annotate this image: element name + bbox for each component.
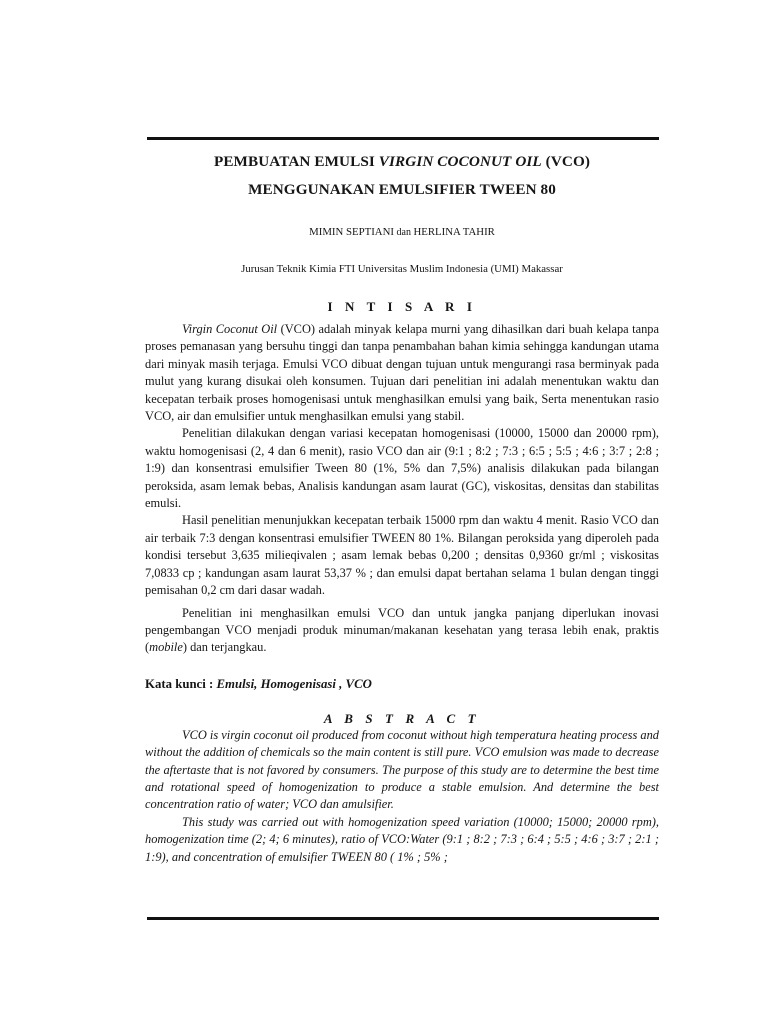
intisari-italic-term: Virgin Coconut Oil bbox=[182, 322, 278, 336]
paper-title-line-2: MENGGUNAKAN EMULSIFIER TWEEN 80 bbox=[248, 181, 556, 198]
affiliation: Jurusan Teknik Kimia FTI Universitas Muslim Indonesia (UMI) Makassar bbox=[241, 263, 563, 275]
author-name: MIMIN SEPTIANI bbox=[309, 226, 394, 238]
intisari-italic-term: mobile bbox=[149, 640, 183, 655]
intisari-heading: I N T I S A R I bbox=[327, 299, 477, 314]
intisari-paragraph: Hasil penelitian menunjukkan kecepatan terbaik 15000 rpm dan waktu 4 menit. Rasio VCO dan air terbaik 7:3 dengan konsentrasi emulsifier TWEEN 80 1%. Bilangan peroksida yang diperoleh pada kondisi tersebut 3,635 milieqivalen ; asam lemak bebas 0,200 ; densitas 0,9360 gr/ml ; viskositas 7,0833 cp ; kandungan asam laurat 53,37 % ; dan emulsi dapat bertahan selama 1 bulan dengan tinggi pemisahan 0,2 cm dari dasar wadah. bbox=[145, 513, 659, 598]
author-name: HERLINA TAHIR bbox=[413, 226, 495, 238]
intisari-text: ) dan terjangkau. bbox=[182, 640, 267, 655]
title-text-suffix: (VCO) bbox=[541, 153, 591, 170]
abstract-paragraph: This study was carried out with homogenization speed variation (10000; 15000; 20000 rpm), homogenization time (2; 4; 6 minutes), ratio of VCO:Water (9:1 ; 8:2 ; 7:3 ; 6:4 ; 5:5 ; 4:6 ; 3:7 ; 2:1 ; 1:9), and concentration of emulsifier TWEEN 80 ( 1% ; 5% ; bbox=[145, 814, 659, 864]
keywords bbox=[145, 676, 659, 692]
abstract-paragraph: VCO is virgin coconut oil produced from coconut without high temperatura heating process and without the addition of chemicals so the main content is still pure. VCO emulsion was made to decrease the aftertaste that is not favored by consumers. The purpose of this study are to determine the best time and rotational speed of homogenization to produce a stable emulsion. And determine the best concentration ratio of water; VCO dan amulsifier. bbox=[145, 727, 659, 812]
author-line bbox=[145, 225, 659, 240]
title-text: PEMBUATAN EMULSI bbox=[213, 153, 379, 170]
abstract-heading: A B S T R A C T bbox=[323, 710, 481, 726]
intisari-text: Penelitian ini menghasilkan emulsi VCO dan untuk jangka panjang diperlukan inovasi pengembangan VCO menjadi produk minuman/makanan kesehatan yang terasa lebih enak, praktis ( bbox=[145, 605, 659, 655]
bottom-rule bbox=[147, 917, 659, 920]
intisari-paragraph bbox=[145, 605, 659, 657]
author-conjunction: dan bbox=[394, 227, 414, 238]
intisari-paragraph: Penelitian dilakukan dengan variasi kecepatan homogenisasi (10000, 15000 dan 20000 rpm), waktu homogenisasi (2, 4 dan 6 menit), rasio VCO dan air (9:1 ; 8:2 ; 7:3 ; 6:5 ; 5:5 ; 4:6 ; 3:7 ; 2:8 ; 1:9) dan konsentrasi emulsifier Tween 80 (1%, 5% dan 7,5%) analisis dilakukan pada bilangan peroksida, asam lemak bebas, Analisis kandungan asam laurat (GC), viskositas, densitas dan stabilitas emulsi. bbox=[145, 426, 659, 511]
title-italic-text: VIRGIN COCONUT OIL bbox=[378, 153, 542, 170]
keywords-terms: Emulsi, Homogenisasi , VCO bbox=[216, 676, 372, 691]
page-bottom-margin bbox=[0, 916, 768, 1024]
intisari-paragraph bbox=[145, 321, 659, 425]
top-rule bbox=[147, 137, 659, 140]
paper-body bbox=[145, 148, 659, 866]
paper-title-line-1 bbox=[145, 148, 659, 176]
intisari-text: (VCO) adalah minyak kelapa murni yang dihasilkan dari buah kelapa tanpa proses pemanasan yang bersuhu tinggi dan tanpa penambahan bahan kimia sehingga kandungan utama dari minyak masih terjaga. Emulsi VCO dibuat dengan tujuan untuk mengurangi rasa berminyak pada mulut yang kurang disukai oleh konsumen. Tujuan dari penelitian ini adalah menentukan waktu dan kecepatan terbaik proses homogenisasi untuk menghasilkan emulsi yang baik, Serta menentukan rasio VCO, air dan emulsifier untuk menghasilkan emulsi yang stabil. bbox=[145, 322, 659, 424]
keywords-label: Kata kunci : bbox=[145, 676, 217, 691]
